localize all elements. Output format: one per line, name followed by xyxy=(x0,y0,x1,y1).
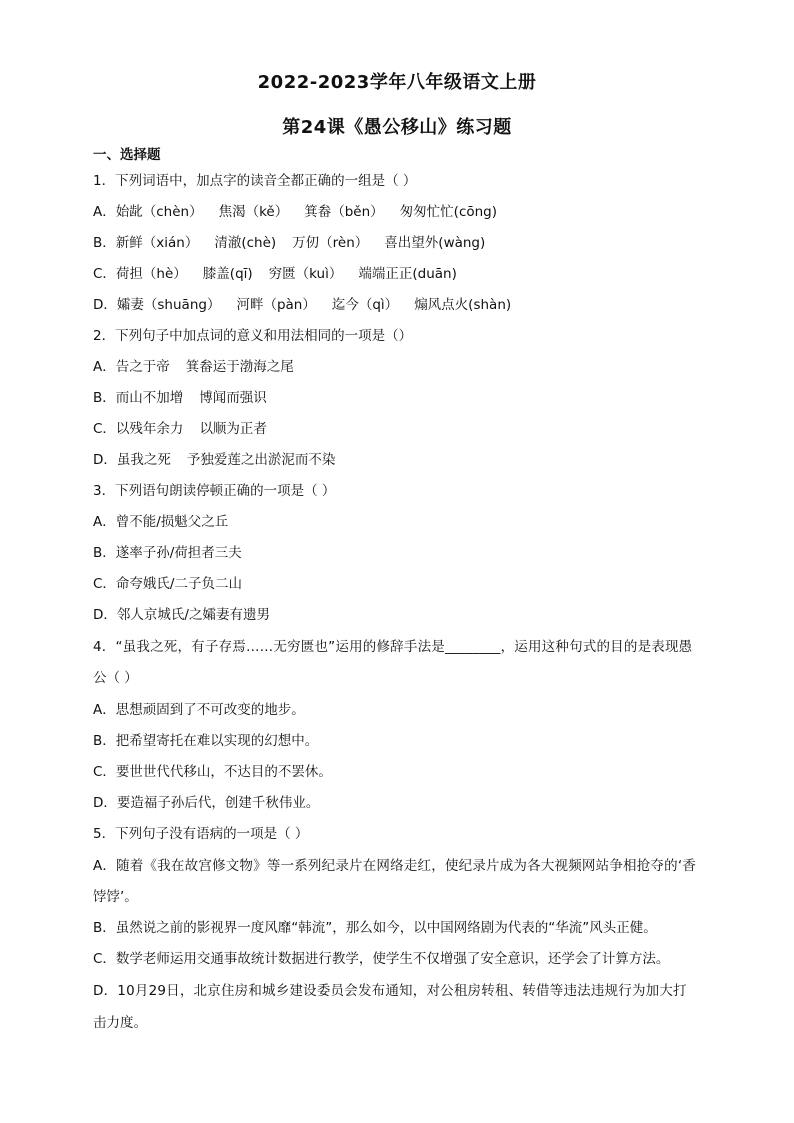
question-4-option-a: A．思想顽固到了不可改变的地步。 xyxy=(93,702,305,718)
question-4-option-d: D．要造福子孙后代，创建千秋伟业。 xyxy=(93,795,320,811)
question-2-option-a: A．告之于帝 箕畚运于渤海之尾 xyxy=(93,359,294,375)
question-3-option-a: A．曾不能/损魁父之丘 xyxy=(93,514,229,530)
question-2-option-b: B．而山不加增 博闻而强识 xyxy=(93,390,267,406)
question-5-option-b: B．虽然说之前的影视界一度风靡“韩流”，那么如今，以中国网络剧为代表的“华流”风头正健。 xyxy=(93,920,657,936)
question-4-stem-line-1: 4．“虽我之死，有子存焉……无穷匮也”运用的修辞手法是________，运用这种句式的目的是表现愚 xyxy=(93,639,693,655)
question-3-stem: 3．下列语句朗读停顿正确的一项是（ ） xyxy=(93,483,336,499)
section-heading: 一、选择题 xyxy=(93,147,161,163)
question-5-stem: 5．下列句子没有语病的一项是（ ） xyxy=(93,826,309,842)
question-3-option-d: D．邻人京城氏/之孀妻有遗男 xyxy=(93,607,270,623)
document-title: 2022-2023学年八年级语文上册 xyxy=(257,72,537,93)
question-1-option-c: C．荷担（hè） 膝盖(qī) 穷匮（kuì） 端端正正(duān) xyxy=(93,266,457,282)
question-1-stem: 1．下列词语中，加点字的读音全都正确的一组是（ ） xyxy=(93,173,417,189)
question-5-option-a-line-1: A．随着《我在故宫修文物》等一系列纪录片在网络走红，使纪录片成为各大视频网站争相抢夺的‘香 xyxy=(93,858,697,874)
question-2-option-c: C．以残年余力 以顺为正者 xyxy=(93,421,267,437)
question-4-stem-line-2: 公（ ） xyxy=(93,670,138,686)
question-1-option-d: D．孀妻（shuāng） 河畔（pàn） 迄今（qì） 煽风点火(shàn) xyxy=(93,297,512,313)
document-subtitle: 第24课《愚公移山》练习题 xyxy=(282,117,512,138)
question-5-option-d-line-2: 击力度。 xyxy=(93,1015,147,1031)
question-5-option-d-line-1: D．10月29日，北京住房和城乡建设委员会发布通知，对公租房转租、转借等违法违规行为加大打 xyxy=(93,983,687,999)
question-3-option-b: B．遂率子孙/荷担者三夫 xyxy=(93,545,242,561)
question-1-option-b: B．新鲜（xián） 清澈(chè) 万仞（rèn） 喜出望外(wàng) xyxy=(93,235,486,251)
question-4-option-c: C．要世世代代移山，不达目的不罢休。 xyxy=(93,764,332,780)
question-5-option-c: C．数学老师运用交通事故统计数据进行教学，使学生不仅增强了安全意识，还学会了计算方法。 xyxy=(93,951,670,967)
question-4-option-b: B．把希望寄托在难以实现的幻想中。 xyxy=(93,733,319,749)
question-2-option-d: D．虽我之死 予独爱莲之出淤泥而不染 xyxy=(93,452,336,468)
question-1-option-a: A．始龀（chèn） 焦渴（kě） 箕畚（běn） 匆匆忙忙(cōng) xyxy=(93,204,498,220)
question-5-option-a-line-2: 饽饽’。 xyxy=(93,889,138,905)
question-2-stem: 2．下列句子中加点词的意义和用法相同的一项是（） xyxy=(93,328,413,344)
question-3-option-c: C．命夸娥氏/二子负二山 xyxy=(93,576,242,592)
